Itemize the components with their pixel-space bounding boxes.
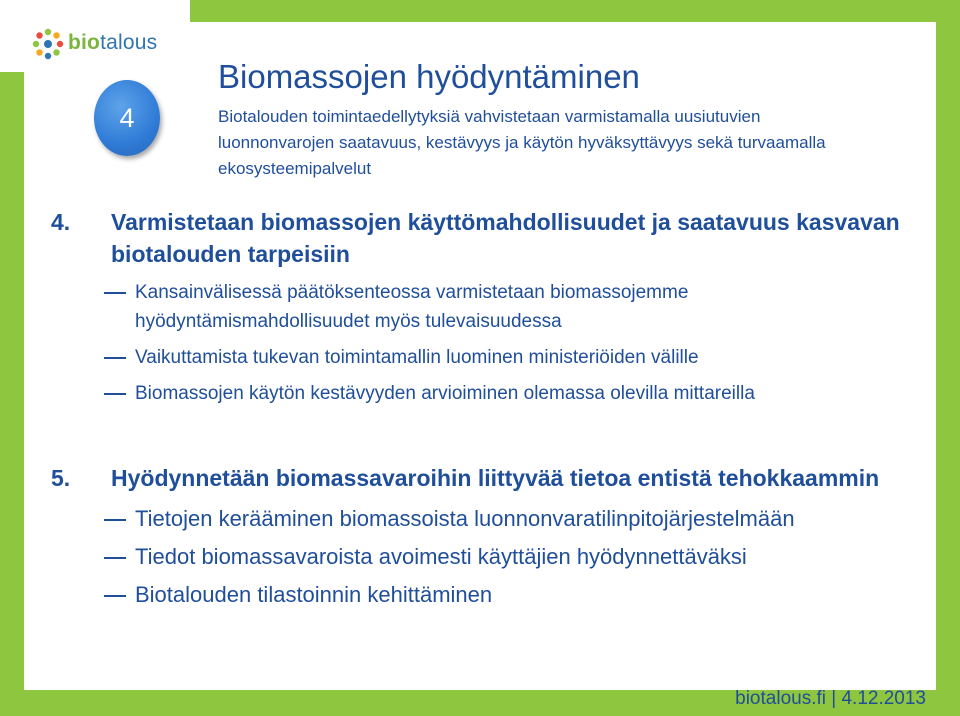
- logo-text-bio: bio: [68, 31, 101, 54]
- section-heading: [51, 206, 901, 270]
- bullet-list: [51, 504, 901, 610]
- dash-bullet-icon: [104, 519, 126, 521]
- biotalous-logo: [0, 0, 190, 72]
- dash-bullet-icon: [104, 557, 126, 559]
- list-item-text: Tietojen kerääminen biomassoista luonnonvaratilinpitojärjestelmään: [135, 506, 795, 531]
- list-item: [51, 343, 901, 372]
- dash-bullet-icon: [104, 595, 126, 597]
- flower-logo-icon: [32, 28, 64, 60]
- list-item-text: Biotalouden tilastoinnin kehittäminen: [135, 582, 493, 607]
- number-badge: 4: [94, 80, 160, 156]
- list-item-text: Vaikuttamista tukevan toimintamallin luominen ministeriöiden välille: [135, 347, 699, 368]
- slide-title: Biomassojen hyödyntäminen: [218, 58, 640, 95]
- list-item: [51, 580, 901, 610]
- bullet-list: [51, 278, 901, 408]
- dash-bullet-icon: [104, 393, 126, 395]
- dash-bullet-icon: [104, 292, 126, 294]
- section-number: 5.: [51, 465, 71, 491]
- list-item: [51, 278, 901, 336]
- logo-wordmark: [68, 31, 157, 55]
- slide-subtitle: Biotalouden toimintaedellytyksiä vahvistetaan varmistamalla uusiutuvien luonnonvarojen saatavuus, kestävyys ja käytön hyväksyttävyys sekä turvaamalla ekosysteemipalvelut: [218, 107, 826, 178]
- section-4: [51, 206, 901, 415]
- dash-bullet-icon: [104, 357, 126, 359]
- list-item-text: Kansainvälisessä päätöksenteossa varmistetaan biomassojemme hyödyntämismahdollisuudet myös tulevaisuudessa: [135, 282, 689, 332]
- logo-text-talous: talous: [100, 31, 158, 54]
- section-heading: [51, 462, 901, 494]
- section-heading-text: Varmistetaan biomassojen käyttömahdollisuudet ja saatavuus kasvavan biotalouden tarpeisiin: [111, 209, 900, 267]
- list-item-text: Biomassojen käytön kestävyyden arvioiminen olemassa olevilla mittareilla: [135, 383, 755, 404]
- section-number: 4.: [51, 209, 71, 235]
- section-heading-text: Hyödynnetään biomassavaroihin liittyvää tietoa entistä tehokkaammin: [111, 465, 880, 491]
- list-item: [51, 379, 901, 408]
- list-item: [51, 542, 901, 572]
- footer-text: biotalous.fi | 4.12.2013: [735, 688, 926, 709]
- list-item-text: Tiedot biomassavaroista avoimesti käyttäjien hyödynnettäväksi: [135, 544, 747, 569]
- list-item: [51, 504, 901, 534]
- section-5: [51, 462, 901, 618]
